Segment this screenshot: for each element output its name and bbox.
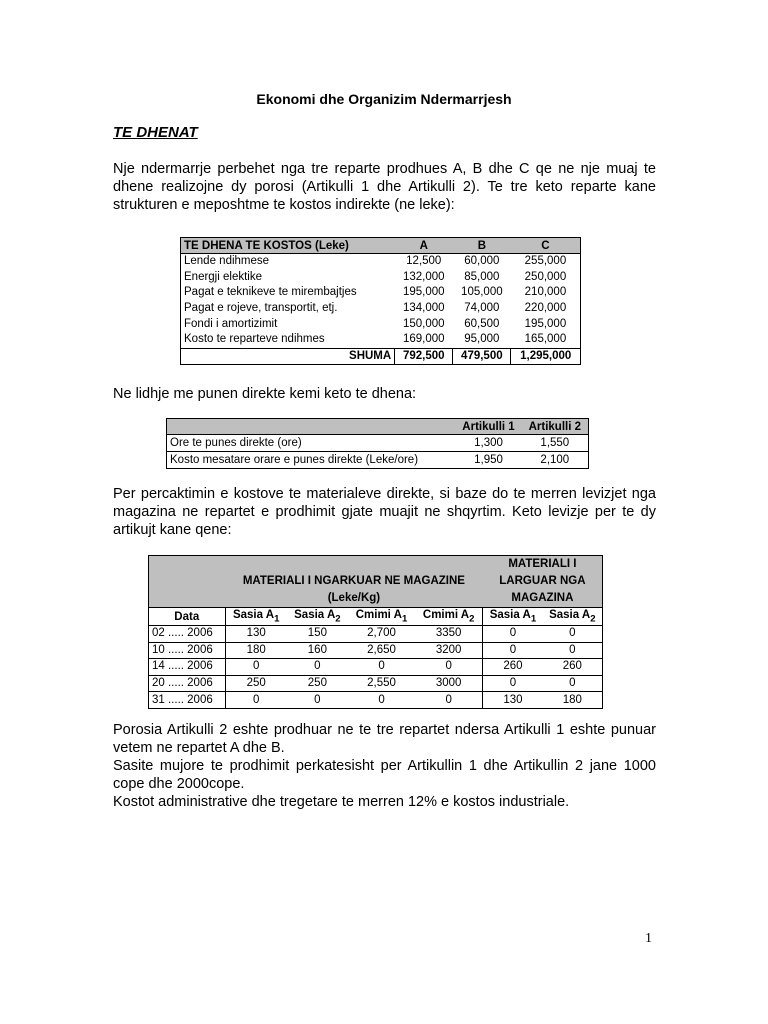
col-data: Data [149,608,226,626]
intro-paragraph: Nje ndermarrje perbehet nga tre reparte prodhues A, B dhe C qe ne nje muaj te dhene realizojne dy porosi (Artikulli 1 dhe Artikulli 2). Te tre keto reparte kane strukturen e meposhtme te kostos indirekte (ne leke): [113,161,656,213]
group-header-removed-line3: MAGAZINA [511,592,574,604]
cell-b: 85,000 [464,270,500,283]
col-cmimi-a2: Cmimi $A_2$ [415,608,483,626]
sum-c: 1,295,000 [511,348,581,365]
cell-date: 10 ..... 2006 [149,642,226,659]
sum-row [181,348,581,365]
closing-line-3: Kostot administrative dhe tregetare te merren 12% e kostos industriale. [113,794,570,810]
table-row [167,452,589,469]
cell-artikulli2: 2,100 [522,452,589,469]
cell-c: 210,000 [524,286,567,299]
table-row [149,626,603,643]
table-row [181,316,581,332]
cell-cmimi-a2: 0 [415,692,483,709]
cell-sasia-a2: 150 [287,626,348,643]
cell-b: 95,000 [464,333,500,346]
col-larguar-a2: Sasia $A_2$ [543,608,603,626]
cell-date: 20 ..... 2006 [149,675,226,692]
cell-sasia-a2: 250 [287,675,348,692]
group-header-removed-line1: MATERIALI I [508,558,577,570]
cell-larguar-a2: 180 [543,692,603,709]
cell-a: 195,000 [402,286,445,299]
col-sasia-a1: Sasia $A_1$ [225,608,287,626]
sum-label: SHUMA [181,348,395,365]
closing-line-1: Porosia Artikulli 2 eshte prodhuar ne te tre repartet ndersa Artikulli 1 eshte punuar vetem ne repartet A dhe B. [113,722,656,756]
table-row [149,692,603,709]
cell-cmimi-a2: 3000 [415,675,483,692]
cell-c: 195,000 [524,317,567,330]
row-label: Energji elektike [184,270,262,283]
cell-larguar-a1: 0 [483,626,543,643]
labor-intro-paragraph: Ne lidhje me punen direkte kemi keto te dhena: [113,386,417,402]
cell-c: 220,000 [524,302,567,315]
materials-column-header [149,608,603,626]
cell-cmimi-a2: 3350 [415,626,483,643]
cost-header-c: C [511,238,581,254]
cell-b: 60,500 [464,317,500,330]
sum-a: 792,500 [395,348,453,365]
row-label: Kosto mesatare orare e punes direkte (Leke/ore) [167,452,456,469]
labor-header-artikulli2: Artikulli 2 [522,419,589,435]
cell-sasia-a2: 0 [287,659,348,676]
closing-paragraph [113,721,656,811]
cell-a: 132,000 [402,270,445,283]
cell-date: 02 ..... 2006 [149,626,226,643]
table-row [181,270,581,286]
table-row [181,285,581,301]
cell-larguar-a2: 0 [543,642,603,659]
cost-header-label: TE DHENA TE KOSTOS (Leke) [181,238,395,254]
group-header-loaded-line2: (Leke/Kg) [327,592,381,604]
group-header-spacer [149,556,226,608]
table-row [149,675,603,692]
sum-b: 479,500 [453,348,511,365]
cell-a: 150,000 [402,317,445,330]
cell-cmimi-a1: 2,650 [348,642,415,659]
cell-artikulli1: 1,950 [455,452,521,469]
col-sasia-a2: Sasia $A_2$ [287,608,348,626]
row-label: Kosto te reparteve ndihmes [184,333,325,346]
cost-table-header [181,238,581,254]
cell-sasia-a1: 250 [225,675,287,692]
cell-cmimi-a2: 0 [415,659,483,676]
cell-larguar-a2: 0 [543,626,603,643]
cell-cmimi-a1: 0 [348,659,415,676]
group-header-removed-line2: LARGUAR NGA [499,575,586,587]
table-row [167,435,589,452]
table-row [181,254,581,270]
cell-sasia-a2: 160 [287,642,348,659]
closing-line-2: Sasite mujore te prodhimit perkatesisht per Artikullin 1 dhe Artikullin 2 jane 1000 cope dhe 2000cope. [113,758,656,792]
cell-artikulli2: 1,550 [522,435,589,452]
table-row [149,642,603,659]
materials-table [148,555,603,709]
materials-group-header [149,556,603,608]
cell-sasia-a2: 0 [287,692,348,709]
row-label: Ore te punes direkte (ore) [167,435,456,452]
materials-intro-paragraph: Per percaktimin e kostove te materialeve direkte, si baze do te merren levizjet nga magazina ne repartet e prodhimit gjate muajit ne shqyrtim. Keto levizje per te dy artikujt kane qene: [113,486,656,538]
document-title: Ekonomi dhe Organizim Ndermarrjesh [256,91,512,107]
table-row [181,332,581,348]
labor-header-artikulli1: Artikulli 1 [455,419,521,435]
cost-header-b: B [453,238,511,254]
cell-c: 255,000 [524,255,567,268]
cell-cmimi-a1: 2,550 [348,675,415,692]
labor-table-header [167,419,589,435]
row-label: Fondi i amortizimit [184,317,278,330]
group-header-loaded-line1: MATERIALI I NGARKUAR NE MAGAZINE [242,575,465,587]
direct-labor-table [166,418,589,469]
cell-larguar-a1: 0 [483,642,543,659]
table-row [181,301,581,317]
cell-sasia-a1: 0 [225,659,287,676]
cost-header-a: A [395,238,453,254]
cell-larguar-a1: 260 [483,659,543,676]
group-header-loaded [225,556,483,608]
cell-a: 169,000 [402,333,445,346]
cell-sasia-a1: 180 [225,642,287,659]
row-label: Pagat e teknikeve te mirembajtjes [184,286,357,299]
col-cmimi-a1: Cmimi $A_1$ [348,608,415,626]
cell-sasia-a1: 130 [225,626,287,643]
cell-cmimi-a1: 0 [348,692,415,709]
cell-c: 250,000 [524,270,567,283]
cell-b: 105,000 [461,286,503,299]
group-header-removed [483,556,603,608]
row-label: Pagat e rojeve, transportit, etj. [184,302,338,315]
cell-b: 74,000 [464,302,500,315]
cell-date: 31 ..... 2006 [149,692,226,709]
section-heading: TE DHENAT [113,124,198,141]
cell-a: 12,500 [406,255,442,268]
cell-a: 134,000 [402,302,445,315]
cell-cmimi-a2: 3200 [415,642,483,659]
cell-larguar-a1: 0 [483,675,543,692]
indirect-cost-table [180,237,581,365]
row-label: Lende ndihmese [184,255,270,268]
cell-larguar-a1: 130 [483,692,543,709]
cell-b: 60,000 [464,255,500,268]
col-larguar-a1: Sasia $A_1$ [483,608,543,626]
cell-date: 14 ..... 2006 [149,659,226,676]
labor-header-empty [167,419,456,435]
cell-cmimi-a1: 2,700 [348,626,415,643]
cell-larguar-a2: 0 [543,675,603,692]
cell-larguar-a2: 260 [543,659,603,676]
cell-sasia-a1: 0 [225,692,287,709]
cell-artikulli1: 1,300 [455,435,521,452]
table-row [149,659,603,676]
cell-c: 165,000 [524,333,567,346]
page-number: 1 [645,931,652,946]
